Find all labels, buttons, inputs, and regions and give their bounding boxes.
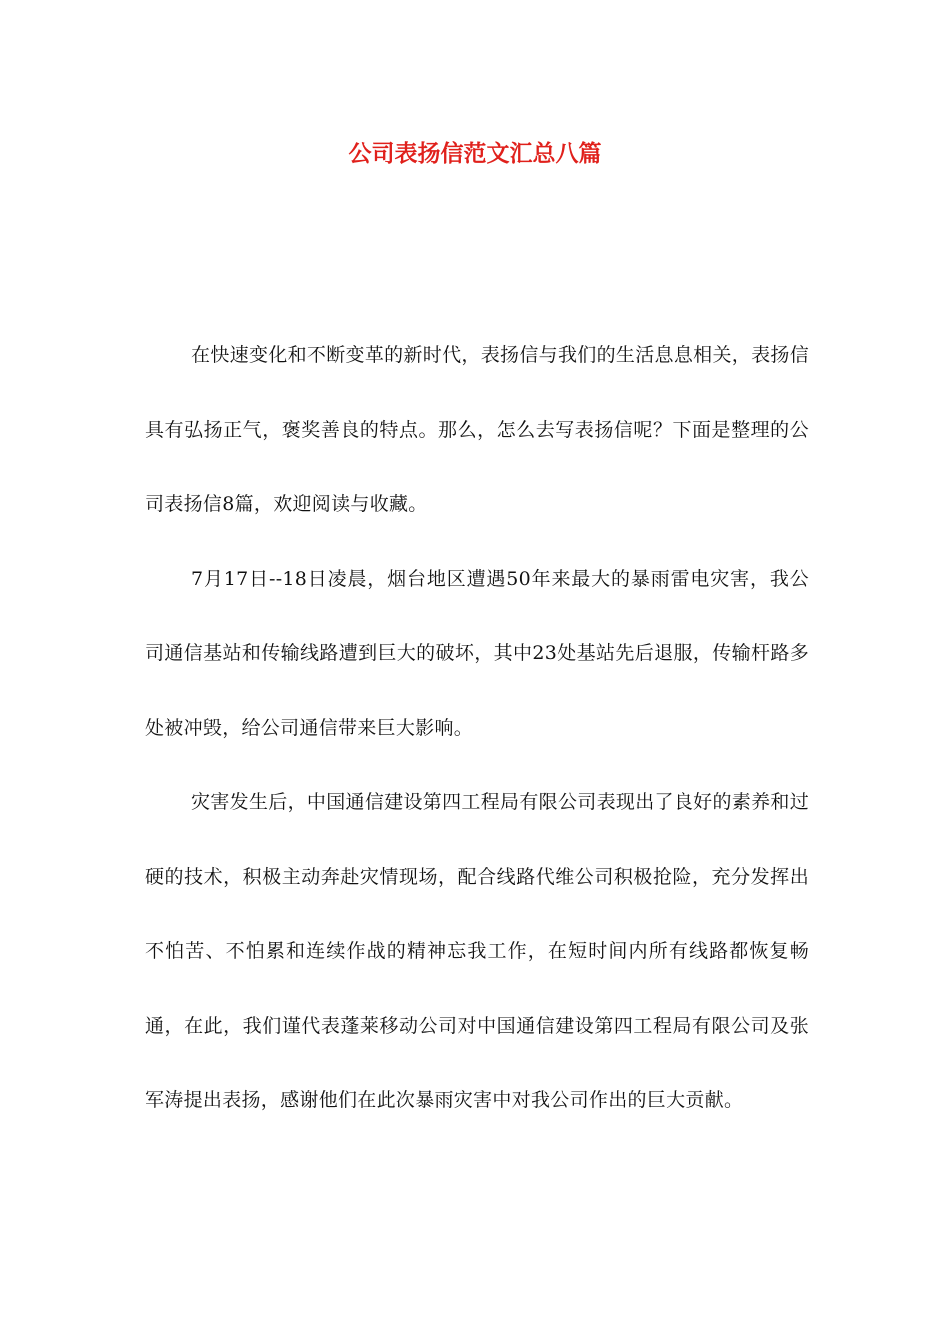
paragraph-intro: 在快速变化和不断变革的新时代，表扬信与我们的生活息息相关，表扬信具有弘扬正气，褒奖善良的特点。那么，怎么去写表扬信呢？下面是整理的公司表扬信8篇，欢迎阅读与收藏。 <box>145 344 809 515</box>
paragraph-disaster: 7月17日--18日凌晨，烟台地区遭遇50年来最大的暴雨雷电灾害，我公司通信基站和传输线路遭到巨大的破坏，其中23处基站先后退服，传输杆路多处被冲毁，给公司通信带来巨大影响。 <box>145 567 809 739</box>
document-title: 公司表扬信范文汇总八篇 <box>348 141 602 167</box>
document-body <box>145 318 809 1138</box>
paragraph-praise: 灾害发生后，中国通信建设第四工程局有限公司表现出了良好的素养和过硬的技术，积极主动奔赴灾情现场，配合线路代维公司积极抢险，充分发挥出不怕苦、不怕累和连续作战的精神忘我工作，在短时间内所有线路都恢复畅通，在此，我们谨代表蓬莱移动公司对中国通信建设第四工程局有限公司及张军涛提出表扬，感谢他们在此次暴雨灾害中对我公司作出的巨大贡献。 <box>145 791 809 1111</box>
